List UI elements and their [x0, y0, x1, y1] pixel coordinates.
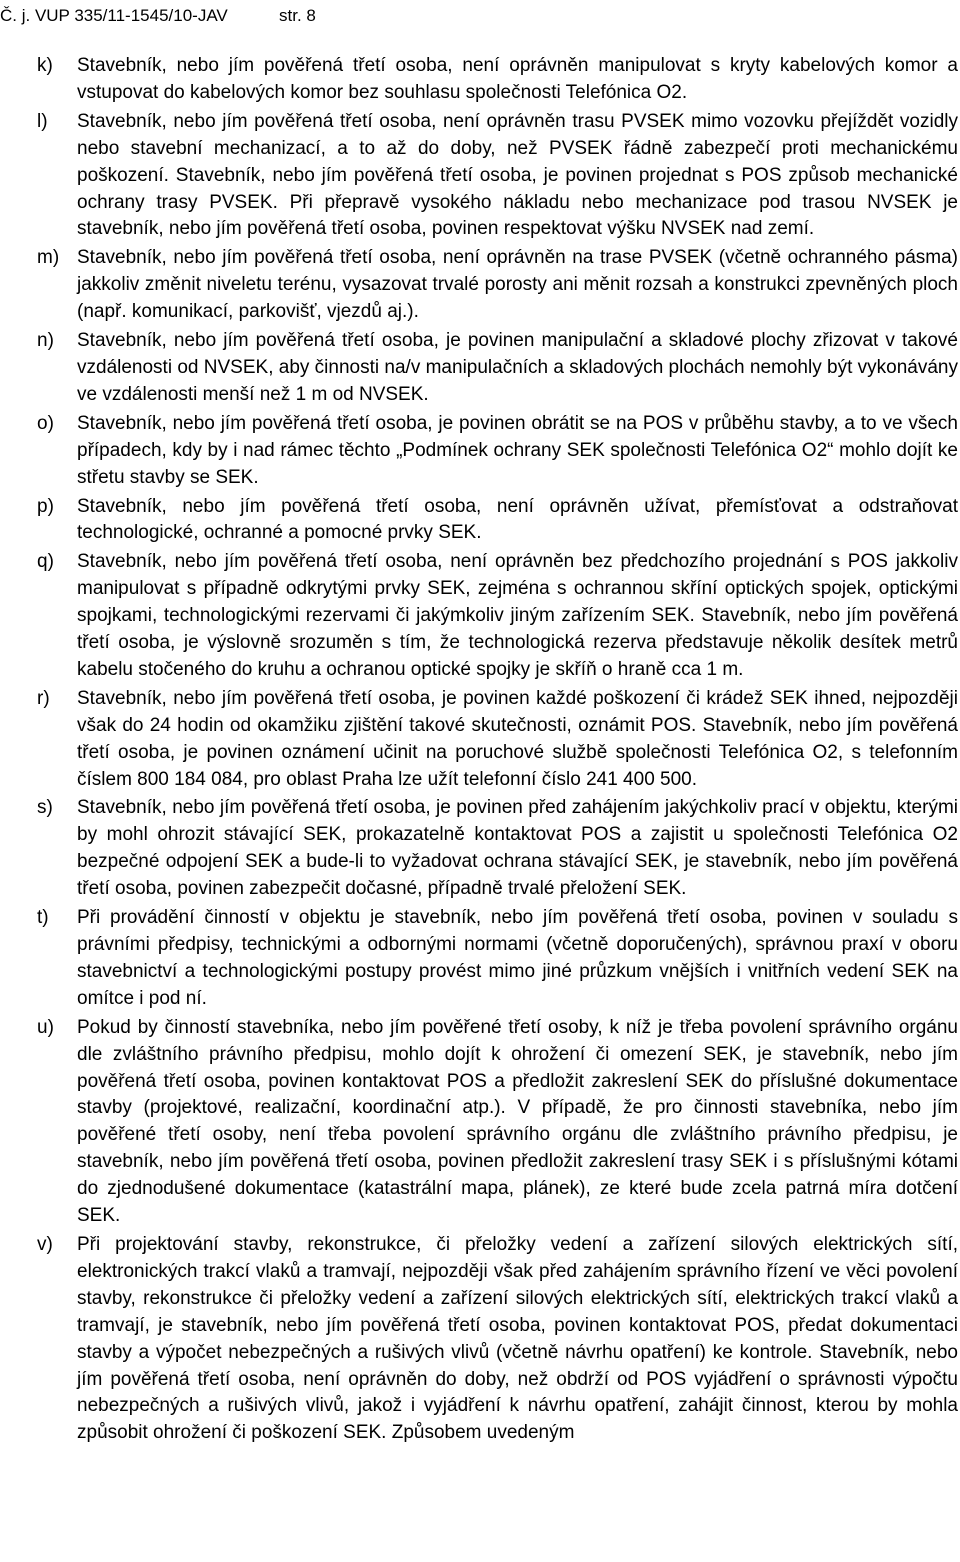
- list-item: [0, 53, 958, 107]
- item-text: Stavebník, nebo jím pověřená třetí osoba, je povinen manipulační a skladové plochy zřizovat v takové vzdálenosti od NVSEK, aby činnosti na/v manipulačních a skladových plochách nemohly být vykonávány ve vzdálenosti menší než 1 m od NVSEK.: [77, 330, 958, 405]
- list-item: [0, 905, 958, 1013]
- item-text: Stavebník, nebo jím pověřená třetí osoba, není oprávněn trasu PVSEK mimo vozovku přejíždět vozidly nebo stavební mechanizací, a to až do doby, než PVSEK řádně zabezpečí proti mechanickému poškození. Stavebník, nebo jím pověřená třetí osoba, je povinen projednat s POS způsob mechanické ochrany trasy PVSEK. Při přepravě vysokého nákladu nebo mechanizace pod trasou NVSEK je stavebník, nebo jím pověřená třetí osoba, povinen respektovat výšku NVSEK nad zemí.: [77, 110, 958, 240]
- item-label: l): [37, 110, 48, 132]
- item-label: p): [37, 495, 54, 517]
- item-label: r): [37, 687, 50, 709]
- list-item: [0, 411, 958, 492]
- item-text: Stavebník, nebo jím pověřená třetí osoba, je povinen před zahájením jakýchkoliv prací v objektu, kterými by mohl ohrozit stávající SEK, prokazatelně kontaktovat POS a zajistit u společnosti Telefónica O2 bezpečné odpojení SEK a bude-li to vyžadovat ochrana stávající SEK, je stavebník, nebo jím pověřená třetí osoba, povinen zabezpečit dočasné, případně trvalé přeložení SEK.: [77, 797, 958, 900]
- item-text: Pokud by činností stavebníka, nebo jím pověřené třetí osoby, k níž je třeba povolení správního orgánu dle zvláštního právního předpisu, mohlo dojít k ohrožení či omezení SEK, je stavebník, nebo jím pověřená třetí osoba, povinen kontaktovat POS a předložit zakreslení SEK do příslušné dokumentace stavby (projektové, realizační, koordinační atp.). V případě, že pro činnosti stavebníka, nebo jím pověřené třetí osoby, není třeba povolení správního orgánu dle zvláštního právního předpisu, je stavebník, nebo jím pověřená třetí osoba, povinen předložit zakreslení trasy SEK i s příslušnými kótami do zjednodušené dokumentace (katastrální mapa, plánek), ze které bude zcela patrná míra dotčení SEK.: [77, 1016, 958, 1227]
- item-label: v): [37, 1233, 53, 1255]
- list-item: [0, 328, 958, 409]
- item-text: Při provádění činností v objektu je stavebník, nebo jím pověřená třetí osoba, povinen v souladu s právními předpisy, technickými a odbornými normami (včetně doporučených), správnou praxí v oboru stavebnictví a technologickými postupy provést mimo jiné průzkum vnějších i vnitřních vedení SEK na omítce i pod ní.: [77, 907, 958, 1009]
- item-label: u): [37, 1016, 54, 1038]
- conditions-list: [0, 53, 958, 1447]
- item-text: Stavebník, nebo jím pověřená třetí osoba, není oprávněn užívat, přemísťovat a odstraňovat technologické, ochranné a pomocné prvky SEK.: [77, 495, 958, 544]
- list-item: [0, 494, 958, 548]
- list-item: [0, 795, 958, 903]
- item-text: Stavebník, nebo jím pověřená třetí osoba, je povinen každé poškození či krádež SEK ihned, nejpozději však do 24 hodin od okamžiku zjištění takové skutečnosti, oznámit POS. Stavebník, nebo jím pověřená třetí osoba, je povinen oznámení učinit na poruchové službě společnosti Telefónica O2, s telefonním číslem 800 184 084, pro oblast Praha lze užít telefonní číslo 241 400 500.: [77, 687, 958, 790]
- list-item: [0, 1232, 958, 1447]
- item-text: Při projektování stavby, rekonstrukce, či přeložky vedení a zařízení silových elektrických sítí, elektronických trakcí vlaků a tramvají, nejpozději však před zahájením správního řízení ve věci povolení stavby, rekonstrukce či přeložky vedení a zařízení silových elektrických sítí, elektrických trakcí vlaků a tramvají, je stavebník, nebo jím pověřená třetí osoba, povinen kontaktovat POS, předat dokumentaci stavby a výpočet nebezpečných a rušivých vlivů (včetně návrhu opatření) ke kontrole. Stavebník, nebo jím pověřená třetí osoba, není oprávněn do doby, než obdrží od POS vyjádření o správnosti výpočtu nebezpečných a rušivých vlivů, jakož i vyjádření k návrhu opatření, zahájit činnost, kterou by mohla způsobit ohrožení či poškození SEK. Způsobem uvedeným: [77, 1233, 958, 1444]
- item-label: n): [37, 330, 54, 352]
- list-item: [0, 686, 958, 794]
- page-header: [0, 0, 960, 32]
- item-label: k): [37, 55, 53, 76]
- item-label: m): [37, 247, 60, 269]
- item-label: q): [37, 551, 54, 573]
- page-number: str. 8: [279, 6, 316, 25]
- item-label: s): [37, 797, 53, 819]
- document-reference: Č. j. VUP 335/11-1545/10-JAV: [0, 6, 228, 25]
- item-label: o): [37, 412, 54, 434]
- list-item: [0, 1015, 958, 1230]
- list-item: [0, 245, 958, 326]
- item-text: Stavebník, nebo jím pověřená třetí osoba, není oprávněn na trase PVSEK (včetně ochranného pásma) jakkoliv změnit niveletu terénu, vysazovat trvalé porosty ani měnit rozsah a konstrukci zpevněných ploch (např. komunikací, parkovišť, vjezdů aj.).: [77, 247, 958, 323]
- list-item: [0, 549, 958, 684]
- item-label: t): [37, 907, 49, 929]
- list-item: [0, 109, 958, 244]
- item-text: Stavebník, nebo jím pověřená třetí osoba, je povinen obrátit se na POS v průběhu stavby, a to ve všech případech, kdy by i nad rámec těchto „Podmínek ochrany SEK společnosti Telefónica O2“ mohlo dojít ke střetu stavby se SEK.: [77, 412, 958, 488]
- item-text: Stavebník, nebo jím pověřená třetí osoba, není oprávněn bez předchozího projednání s POS jakkoliv manipulovat s případně odkrytými prvky SEK, zejména s ochrannou skříní optických spojek, optickými spojkami, technologickými rezervami či jakýmkoliv jiným zařízením SEK. Stavebník, nebo jím pověřená třetí osoba, je výslovně srozuměn s tím, že technologická rezerva představuje několik desítek metrů kabelu stočeného do kruhu a ochranou optické spojky je skříň o hraně cca 1 m.: [77, 551, 958, 680]
- item-text: Stavebník, nebo jím pověřená třetí osoba, není oprávněn manipulovat s kryty kabelových komor a vstupovat do kabelových komor bez souhlasu společnosti Telefónica O2.: [77, 55, 958, 103]
